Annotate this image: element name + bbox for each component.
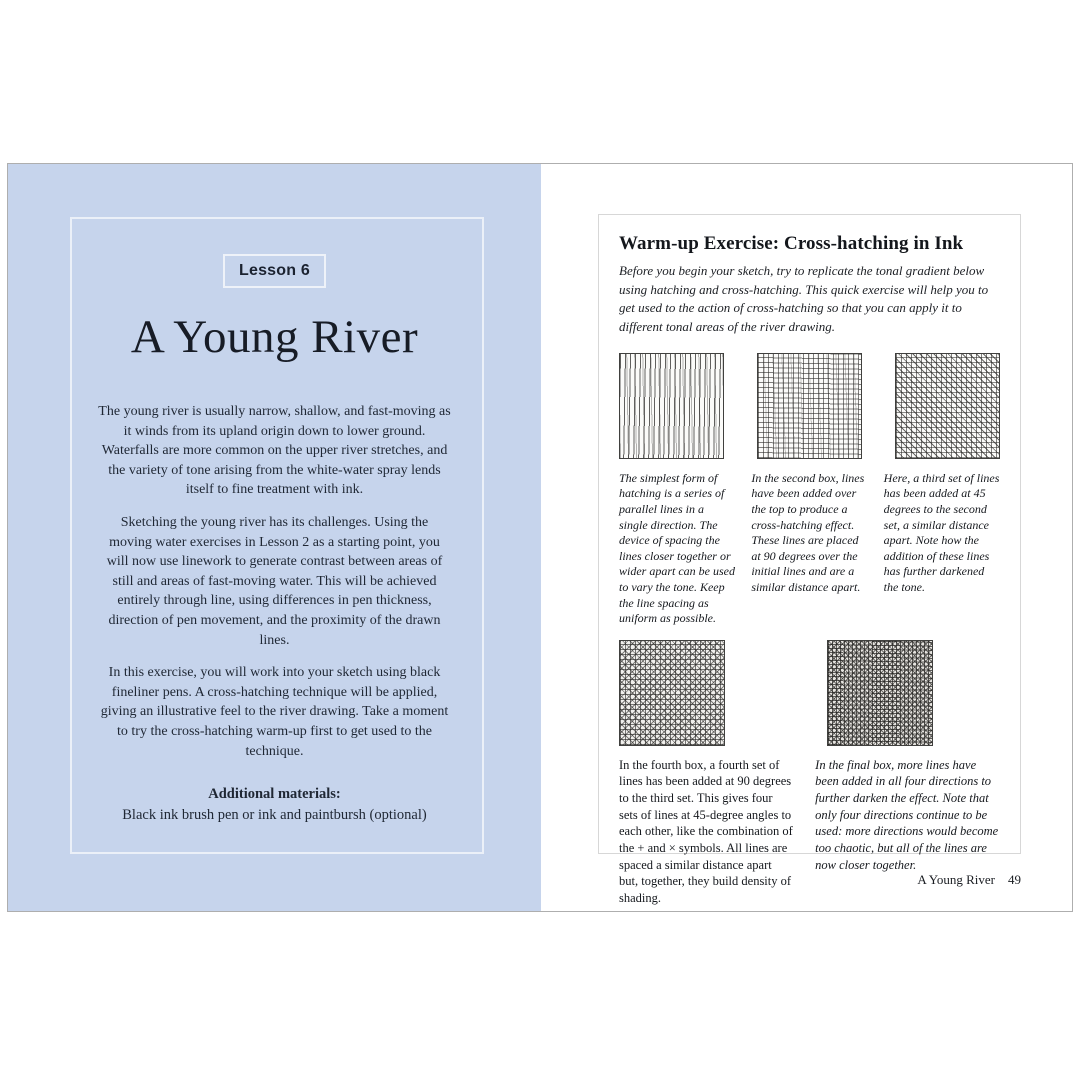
swatch-caption-4: In the fourth box, a fourth set of lines has been added at 90 degrees to the third set. This gives four sets of lines at 45-degree angles to each other, like the combination of the + and × symbols. All lines are spaced a similar distance apart but, together, they build density of shading. — [619, 757, 793, 905]
swatch-caption-5: In the final box, more lines have been added in all four directions to further darken the effect. Note that only four directions continue to be used: more directions would become too chaotic, but all of the lines are now closer together. — [815, 757, 999, 872]
footer-running-title: A Young River — [917, 872, 995, 887]
page-footer — [598, 872, 1021, 888]
lesson-paragraph: The young river is usually narrow, shallow, and fast-moving as it winds from its upland origin down to lower ground. Waterfalls are more common on the upper river stretches, and the variety of tone arising from the white-water spray lends itself to fine treatment with ink. — [98, 404, 451, 498]
lesson-badge: Lesson 6 — [223, 254, 326, 288]
swatch-cell — [619, 640, 827, 746]
additional-materials-text: Black ink brush pen or ink and paintbursh (optional) — [122, 807, 427, 824]
footer-page-number: 49 — [1008, 872, 1021, 887]
lesson-paragraph: In this exercise, you will work into your sketch using black fineliner pens. A cross-hatching technique will be applied, giving an illustrative feel to the river drawing. Take a moment to try the cross-hatching warm-up first to get used to the technique. — [100, 665, 449, 759]
lesson-paragraph: Sketching the young river has its challenges. Using the moving water exercises in Lesson 2 as a starting point, you will now use linework to generate contrast between areas of still and areas of fast-moving water. This will be achieved entirely through line, using differences in pen thickness, direction of pen movement, and the proximity of the drawn lines. — [106, 514, 443, 648]
swatch-caption-3: Here, a third set of lines has been added at 45 degrees to the second set, a similar distance apart. Note how the addition of these lines has further darkened the tone. — [883, 470, 1000, 595]
additional-materials — [64, 784, 485, 828]
exercise-heading: Warm-up Exercise: Cross-hatching in Ink — [619, 233, 964, 254]
swatch-row-2 — [619, 640, 1000, 746]
page-title: A Young River — [130, 311, 419, 363]
book-spread — [7, 163, 1073, 912]
hatching-swatch-dense — [827, 640, 933, 746]
right-page — [541, 164, 1072, 911]
hatching-swatch-four-direction — [619, 640, 725, 746]
hatching-swatch-crosshatch — [757, 353, 862, 459]
lesson-badge-row — [8, 254, 541, 288]
caption-row-1 — [619, 471, 1000, 627]
left-page — [8, 164, 541, 911]
swatch-caption-2: In the second box, lines have been added over the top to produce a cross-hatching effect. These lines are placed at 90 degrees over the initial lines and are a similar distance apart. — [751, 470, 865, 595]
hatching-swatch-three-direction — [895, 353, 1000, 459]
lesson-intro-paragraphs — [98, 402, 451, 761]
exercise-intro: Before you begin your sketch, try to replicate the tonal gradient below using hatching and cross-hatching. This quick exercise will help you to get used to the action of cross-hatching so that you can apply it to different tonal areas of the river drawing. — [619, 263, 989, 335]
additional-materials-label: Additional materials: — [208, 785, 341, 802]
swatch-row-1 — [619, 353, 1000, 459]
hatching-swatch-vertical — [619, 353, 724, 459]
swatch-caption-1: The simplest form of hatching is a series of parallel lines in a single direction. The device of spacing the lines closer together or wider apart can be used to vary the tone. Keep the line spacing as uniform as possible. — [619, 470, 735, 626]
swatch-cell — [827, 640, 933, 746]
